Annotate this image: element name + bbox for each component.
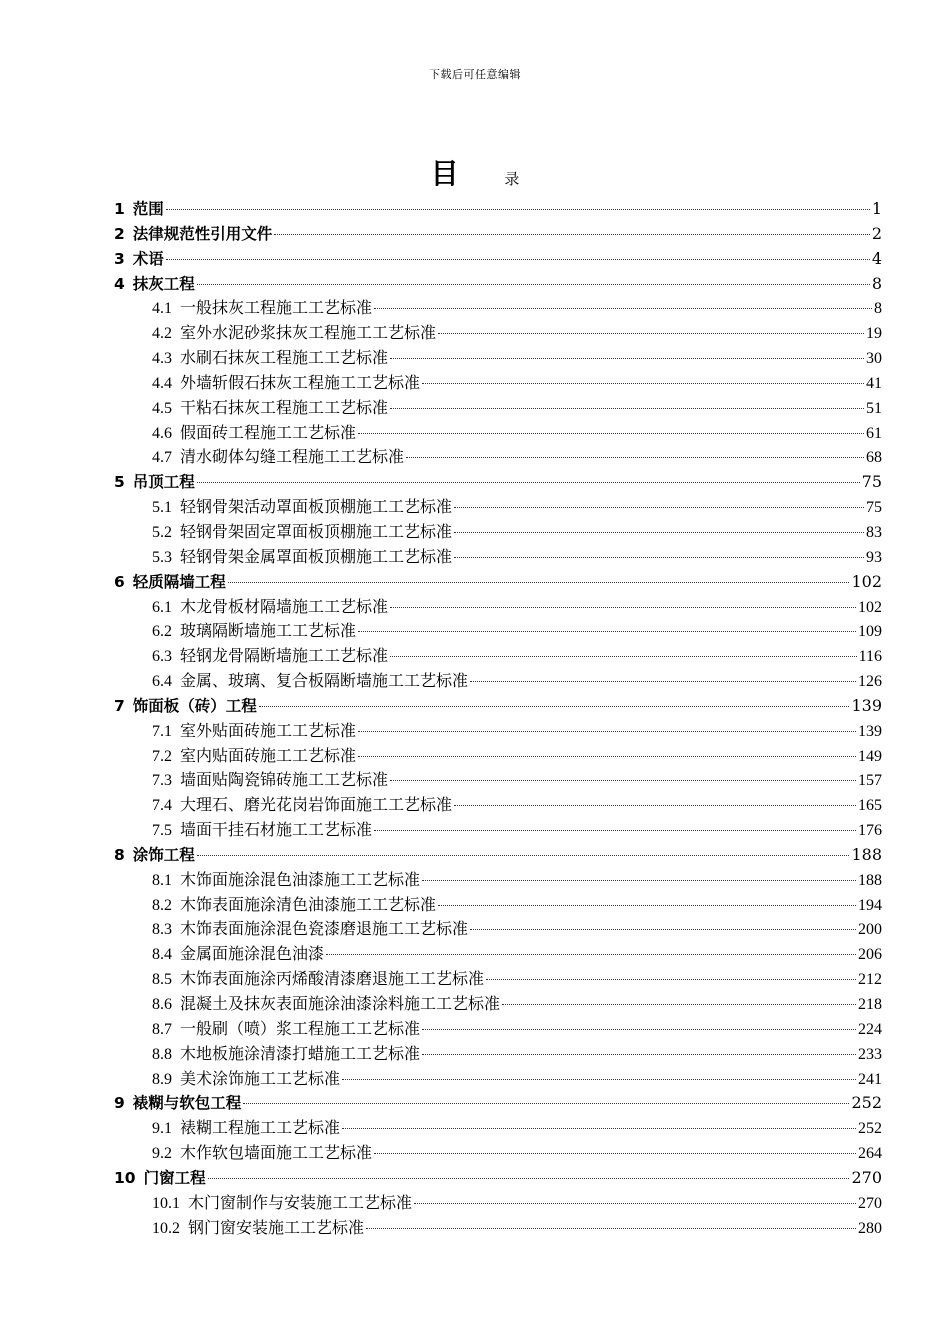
toc-entry-page: 102 [851,571,882,591]
toc-entry-title: 裱糊与软包工程 [132,1094,242,1113]
toc-entry-title: 假面砖工程施工工艺标准 [180,422,357,442]
toc-entry-page: 188 [851,844,882,864]
toc-entry-page: 241 [858,1070,882,1088]
toc-dot-leader [390,358,864,359]
toc-entry-title: 玻璃隔断墙施工工艺标准 [180,621,357,641]
toc-section-entry[interactable] [114,644,882,669]
toc-entry-page: 139 [851,695,882,715]
toc-entry-page: 93 [866,548,882,566]
toc-entry-title: 一般刷（喷）浆工程施工工艺标准 [180,1018,421,1038]
toc-entry-number: 7.5 [152,822,172,840]
toc-entry-page: 68 [866,449,882,467]
toc-entry-number: 5.2 [152,523,172,541]
toc-entry-page: 41 [866,374,882,392]
toc-section-entry[interactable] [114,1116,882,1141]
toc-entry-number: 8.8 [152,1045,172,1063]
toc-entry-page: 194 [858,896,882,914]
toc-entry-title: 法律规范性引用文件 [132,224,273,243]
toc-entry-title: 木饰表面施涂混色瓷漆磨退施工工艺标准 [180,919,469,939]
toc-entry-title: 饰面板（砖）工程 [132,696,257,715]
toc-entry-title: 门窗工程 [143,1168,206,1187]
toc-section-entry[interactable] [114,1216,882,1241]
toc-entry-page: 176 [858,822,882,840]
toc-entry-number: 4.6 [152,424,172,442]
toc-entry-page: 75 [866,499,882,517]
toc-dot-leader [454,532,864,533]
toc-section-entry[interactable] [114,520,882,545]
toc-entry-title: 室外贴面砖施工工艺标准 [180,720,357,740]
toc-section-entry[interactable] [114,346,882,371]
toc-section-entry[interactable] [114,396,882,421]
toc-entry-page: 2 [871,223,882,243]
toc-chapter-entry[interactable] [114,843,882,868]
toc-dot-leader [422,1029,856,1030]
toc-entry-number: 9.2 [152,1145,172,1163]
toc-entry-page: 1 [871,199,882,218]
toc-entry-title: 干粘石抹灰工程施工工艺标准 [180,397,389,417]
toc-entry-page: 116 [858,648,882,666]
toc-entry-number: 4.2 [152,325,172,343]
toc-entry-page: 264 [858,1145,882,1163]
toc-dot-leader [197,284,870,285]
toc-entry-number: 8 [114,845,125,864]
toc-entry-page: 233 [858,1045,882,1063]
header-note: 下载后可任意编辑 [429,68,521,81]
toc-entry-page: 4 [871,248,882,268]
toc-dot-leader [502,1004,856,1005]
toc-section-entry[interactable] [114,818,882,843]
toc-entry-title: 一般抹灰工程施工工艺标准 [180,298,373,318]
toc-dot-leader [166,259,870,260]
toc-entry-number: 10.2 [152,1219,180,1237]
toc-entry-page: 188 [858,871,882,889]
toc-entry-number: 4.1 [152,300,172,318]
toc-entry-number: 6 [114,572,125,591]
toc-entry-number: 5.1 [152,499,172,517]
toc-entry-page: 212 [858,971,882,989]
toc-entry-title: 木饰表面施涂清色油漆施工工艺标准 [180,894,437,914]
toc-dot-leader [438,905,856,906]
toc-section-entry[interactable] [114,1191,882,1216]
toc-dot-leader [454,557,864,558]
toc-entry-number: 6.2 [152,623,172,641]
toc-chapter-entry[interactable] [114,222,882,247]
toc-entry-number: 8.6 [152,996,172,1013]
toc-entry-title: 木门窗制作与安装施工工艺标准 [188,1192,413,1212]
toc-entry-title: 术语 [132,249,164,268]
toc-entry-page: 19 [866,325,882,343]
toc-entry-page: 83 [866,523,882,541]
toc-dot-leader [374,1153,856,1154]
toc-entry-page: 200 [858,921,882,939]
toc-entry-number: 10 [114,1168,136,1187]
toc-section-entry[interactable] [114,793,882,818]
toc-entry-number: 4 [114,274,125,293]
toc-entry-page: 30 [866,350,882,368]
toc-section-entry[interactable] [114,719,882,744]
toc-entry-title: 外墙斩假石抹灰工程施工工艺标准 [180,372,421,392]
toc-entry-title: 墙面贴陶瓷锦砖施工工艺标准 [180,770,389,790]
toc-entry-title: 轻钢骨架活动罩面板顶棚施工工艺标准 [180,497,453,517]
toc-entry-number: 2 [114,224,125,243]
toc-entry-title: 水刷石抹灰工程施工工艺标准 [180,348,389,368]
toc-chapter-entry[interactable] [114,470,882,495]
toc-entry-title: 室外水泥砂浆抹灰工程施工工艺标准 [180,323,437,343]
toc-entry-page: 102 [858,598,882,616]
toc-entry-title: 涂饰工程 [132,845,195,864]
toc-entry-title: 大理石、磨光花岗岩饰面施工工艺标准 [180,795,453,815]
toc-entry-number: 8.2 [152,896,172,914]
toc-section-entry[interactable] [114,421,882,446]
toc-entry-number: 5.3 [152,548,172,566]
toc-entry-title: 金属面施涂混色油漆 [180,944,325,964]
toc-dot-leader [228,582,850,583]
toc-entry-title: 轻钢骨架金属罩面板顶棚施工工艺标准 [180,546,453,566]
toc-dot-leader [358,433,864,434]
toc-dot-leader [366,1228,856,1229]
toc-section-entry[interactable] [114,1042,882,1067]
toc-entry-title: 木龙骨板材隔墙施工工艺标准 [180,596,389,616]
toc-section-entry[interactable] [114,619,882,644]
toc-entry-number: 6.1 [152,598,172,616]
toc-entry-number: 7.3 [152,772,172,790]
toc-dot-leader [438,333,864,334]
toc-entry-title: 混凝土及抹灰表面施涂油漆涂料施工工艺标准 [180,994,501,1013]
toc-entry-page: 224 [858,1020,882,1038]
toc-entry-number: 8.7 [152,1020,172,1038]
toc-entry-number: 4.7 [152,449,172,467]
toc-entry-title: 美术涂饰施工工艺标准 [180,1068,341,1088]
toc-entry-page: 109 [858,623,882,641]
toc-entry-title: 钢门窗安装施工工艺标准 [188,1217,365,1237]
toc-entry-title: 范围 [132,200,164,218]
toc-entry-page: 206 [858,946,882,964]
toc-entry-title: 金属、玻璃、复合板隔断墙施工工艺标准 [180,671,469,691]
toc-entry-page: 252 [858,1120,882,1138]
toc-list [114,197,882,1240]
toc-entry-title: 轻钢骨架固定罩面板顶棚施工工艺标准 [180,521,453,541]
toc-chapter-entry[interactable] [114,247,882,272]
toc-section-entry[interactable] [114,768,882,793]
toc-dot-leader [374,830,856,831]
toc-section-entry[interactable] [114,893,882,918]
toc-entry-page: 270 [858,1194,882,1212]
toc-dot-leader [422,383,864,384]
toc-dot-leader [259,706,850,707]
toc-entry-title: 轻钢龙骨隔断墙施工工艺标准 [180,646,389,666]
toc-entry-number: 8.9 [152,1070,172,1088]
toc-dot-leader [422,1054,856,1055]
toc-entry-title: 木地板施涂清漆打蜡施工工艺标准 [180,1043,421,1063]
toc-entry-page: 149 [858,747,882,765]
toc-entry-title: 裱糊工程施工工艺标准 [180,1118,341,1138]
toc-dot-leader [390,607,856,608]
toc-entry-page: 8 [871,273,882,293]
toc-dot-leader [390,656,857,657]
toc-chapter-entry[interactable] [114,694,882,719]
toc-dot-leader [197,482,860,483]
toc-entry-number: 7.2 [152,747,172,765]
toc-section-entry[interactable] [114,445,882,470]
toc-entry-page: 165 [858,797,882,815]
toc-entry-number: 1 [114,200,125,218]
toc-section-entry[interactable] [114,669,882,694]
toc-dot-leader [470,929,856,930]
toc-section-entry[interactable] [114,545,882,570]
toc-dot-leader [470,681,856,682]
toc-entry-page: 61 [866,424,882,442]
toc-entry-number: 8.1 [152,871,172,889]
toc-entry-number: 8.4 [152,946,172,964]
toc-dot-leader [414,1203,856,1204]
toc-entry-number: 4.5 [152,399,172,417]
toc-entry-page: 75 [861,472,882,492]
toc-section-entry[interactable] [114,1141,882,1166]
toc-entry-number: 9 [114,1094,125,1113]
toc-dot-leader [454,507,864,508]
toc-chapter-entry[interactable] [114,197,882,222]
toc-entry-page: 252 [851,1093,882,1113]
toc-entry-title: 木作软包墙面施工工艺标准 [180,1143,373,1163]
toc-dot-leader [243,1103,849,1104]
toc-section-entry[interactable] [114,868,882,893]
toc-entry-title: 吊顶工程 [132,473,195,492]
toc-dot-leader [166,209,870,210]
toc-entry-number: 5 [114,473,125,492]
toc-entry-page: 126 [858,673,882,691]
toc-entry-page: 8 [874,300,882,318]
toc-section-entry[interactable] [114,1017,882,1042]
toc-section-entry[interactable] [114,967,882,992]
toc-dot-leader [342,1079,856,1080]
toc-entry-title: 清水砌体勾缝工程施工工艺标准 [180,447,405,467]
toc-entry-title: 抹灰工程 [132,274,195,293]
toc-entry-page: 51 [866,399,882,417]
toc-section-entry[interactable] [114,917,882,942]
toc-entry-page: 139 [858,722,882,740]
toc-entry-number: 7.1 [152,722,172,740]
toc-entry-number: 4.3 [152,350,172,368]
toc-entry-number: 10.1 [152,1194,180,1212]
toc-entry-number: 3 [114,249,125,268]
toc-dot-leader [274,234,870,235]
toc-dot-leader [326,954,856,955]
toc-dot-leader [358,756,856,757]
toc-section-entry[interactable] [114,495,882,520]
toc-entry-number: 4.4 [152,374,172,392]
toc-section-entry[interactable] [114,371,882,396]
toc-entry-number: 6.3 [152,648,172,666]
toc-entry-page: 270 [851,1167,882,1187]
toc-entry-number: 7 [114,696,125,715]
toc-section-entry[interactable] [114,296,882,321]
toc-entry-number: 8.5 [152,971,172,989]
toc-entry-title: 墙面干挂石材施工工艺标准 [180,820,373,840]
toc-entry-title: 轻质隔墙工程 [132,572,226,591]
toc-dot-leader [374,308,872,309]
toc-section-entry[interactable] [114,321,882,346]
toc-section-entry[interactable] [114,942,882,967]
toc-section-entry[interactable] [114,744,882,769]
toc-section-entry[interactable] [114,992,882,1017]
toc-title-main: 目 [430,157,459,190]
toc-dot-leader [197,855,850,856]
toc-dot-leader [422,880,856,881]
toc-chapter-entry[interactable] [114,272,882,297]
toc-title-sub: 录 [504,170,520,188]
toc-title [0,152,950,192]
toc-dot-leader [454,805,856,806]
toc-dot-leader [358,731,856,732]
toc-section-entry[interactable] [114,595,882,620]
toc-section-entry[interactable] [114,1067,882,1092]
toc-dot-leader [390,780,856,781]
toc-chapter-entry[interactable] [114,1166,882,1191]
toc-entry-title: 木饰表面施涂丙烯酸清漆磨退施工工艺标准 [180,969,485,989]
toc-entry-number: 7.4 [152,797,172,815]
toc-dot-leader [358,631,856,632]
toc-entry-number: 9.1 [152,1120,172,1138]
toc-dot-leader [342,1128,856,1129]
toc-dot-leader [208,1178,850,1179]
toc-entry-page: 157 [858,772,882,790]
toc-entry-title: 木饰面施涂混色油漆施工工艺标准 [180,869,421,889]
toc-chapter-entry[interactable] [114,1091,882,1116]
toc-entry-page: 280 [858,1219,882,1237]
toc-entry-number: 6.4 [152,673,172,691]
toc-entry-page: 218 [858,996,882,1013]
toc-chapter-entry[interactable] [114,570,882,595]
toc-dot-leader [486,979,856,980]
toc-entry-title: 室内贴面砖施工工艺标准 [180,745,357,765]
toc-dot-leader [406,457,864,458]
toc-dot-leader [390,408,864,409]
toc-entry-number: 8.3 [152,921,172,939]
